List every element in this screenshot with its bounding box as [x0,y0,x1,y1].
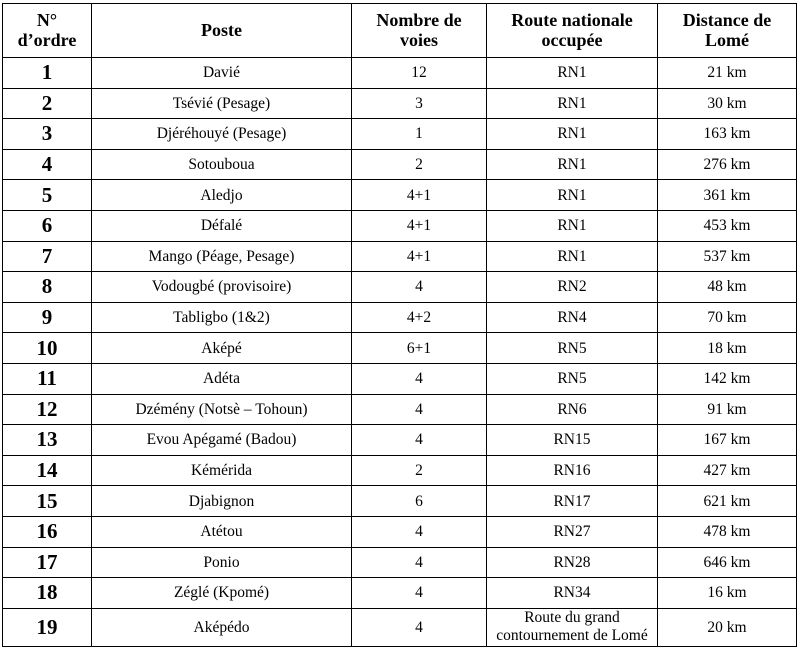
poste-cell: Défalé [92,210,352,241]
order-number-cell: 12 [3,394,92,425]
poste-cell: Mango (Péage, Pesage) [92,241,352,272]
table-row [3,88,797,119]
distance-cell: 21 km [658,58,797,89]
distance-cell: 91 km [658,394,797,425]
distance-cell: 537 km [658,241,797,272]
voies-cell: 4 [352,516,487,547]
route-cell: RN34 [487,578,658,609]
distance-cell: 361 km [658,180,797,211]
table-row [3,486,797,517]
distance-cell: 163 km [658,119,797,150]
distance-cell: 478 km [658,516,797,547]
order-number-cell: 9 [3,302,92,333]
voies-cell: 2 [352,149,487,180]
poste-cell: Aledjo [92,180,352,211]
table-row [3,210,797,241]
poste-cell: Kémérida [92,455,352,486]
poste-cell: Sotouboua [92,149,352,180]
voies-cell: 4 [352,272,487,303]
header-poste: Poste [92,4,352,58]
order-number-cell: 2 [3,88,92,119]
order-number-cell: 7 [3,241,92,272]
voies-cell: 4 [352,608,487,646]
distance-cell: 18 km [658,333,797,364]
distance-cell: 621 km [658,486,797,517]
voies-cell: 4 [352,394,487,425]
distance-cell: 276 km [658,149,797,180]
route-cell: RN5 [487,333,658,364]
poste-cell: Evou Apégamé (Badou) [92,425,352,456]
poste-cell: Vodougbé (provisoire) [92,272,352,303]
route-cell: RN28 [487,547,658,578]
route-cell: RN1 [487,241,658,272]
distance-cell: 453 km [658,210,797,241]
route-cell: RN5 [487,363,658,394]
voies-cell: 4 [352,425,487,456]
route-cell: RN4 [487,302,658,333]
voies-cell: 6+1 [352,333,487,364]
voies-cell: 4+1 [352,241,487,272]
route-line: contournement de Lomé [496,627,648,645]
poste-cell: Aképé [92,333,352,364]
voies-cell: 4 [352,578,487,609]
route-line: Route du grand [524,609,620,627]
table-row [3,180,797,211]
order-number-cell: 6 [3,210,92,241]
voies-cell: 2 [352,455,487,486]
order-number-cell: 3 [3,119,92,150]
voies-cell: 3 [352,88,487,119]
table-row [3,455,797,486]
table-row [3,272,797,303]
route-cell: RN1 [487,58,658,89]
header-route: Route nationale occupée [487,4,658,58]
distance-cell: 142 km [658,363,797,394]
distance-cell: 16 km [658,578,797,609]
poste-cell: Tsévié (Pesage) [92,88,352,119]
order-number-cell: 17 [3,547,92,578]
header-row [3,4,797,58]
table-row [3,608,797,646]
poste-cell: Atétou [92,516,352,547]
poste-cell: Ponio [92,547,352,578]
order-number-cell: 19 [3,608,92,646]
distance-cell: 48 km [658,272,797,303]
voies-cell: 12 [352,58,487,89]
route-cell: RN1 [487,119,658,150]
order-number-cell: 4 [3,149,92,180]
table-row [3,578,797,609]
order-number-cell: 1 [3,58,92,89]
order-number-cell: 13 [3,425,92,456]
voies-cell: 4 [352,547,487,578]
distance-cell: 646 km [658,547,797,578]
poste-cell: Djabignon [92,486,352,517]
table-row [3,547,797,578]
table-row [3,394,797,425]
voies-cell: 4 [352,363,487,394]
header-num: N° d’ordre [3,4,92,58]
table-row [3,58,797,89]
poste-cell: Davié [92,58,352,89]
table-body [3,58,797,647]
route-cell: RN1 [487,149,658,180]
distance-cell: 30 km [658,88,797,119]
order-number-cell: 14 [3,455,92,486]
order-number-cell: 15 [3,486,92,517]
distance-cell: 427 km [658,455,797,486]
route-cell: RN27 [487,516,658,547]
poste-cell: Dzémény (Notsè – Tohoun) [92,394,352,425]
voies-cell: 1 [352,119,487,150]
route-cell: RN1 [487,210,658,241]
poste-cell: Adéta [92,363,352,394]
distance-cell: 70 km [658,302,797,333]
order-number-cell: 16 [3,516,92,547]
table-row [3,241,797,272]
voies-cell: 4+1 [352,180,487,211]
order-number-cell: 18 [3,578,92,609]
table-row [3,302,797,333]
poste-cell: Tabligbo (1&2) [92,302,352,333]
distance-cell: 20 km [658,608,797,646]
poste-cell: Aképédo [92,608,352,646]
header-voies: Nombre de voies [352,4,487,58]
table-row [3,119,797,150]
table-row [3,149,797,180]
poste-cell: Djéréhouyé (Pesage) [92,119,352,150]
voies-cell: 6 [352,486,487,517]
route-cell: RN15 [487,425,658,456]
route-cell: RN1 [487,180,658,211]
route-cell: RN1 [487,88,658,119]
route-cell: RN17 [487,486,658,517]
table-row [3,425,797,456]
table-row [3,516,797,547]
order-number-cell: 11 [3,363,92,394]
voies-cell: 4+1 [352,210,487,241]
table-row [3,363,797,394]
order-number-cell: 10 [3,333,92,364]
poste-cell: Zéglé (Kpomé) [92,578,352,609]
order-number-cell: 5 [3,180,92,211]
route-cell: RN16 [487,455,658,486]
route-cell: RN6 [487,394,658,425]
toll-posts-table [2,3,797,647]
table-row [3,333,797,364]
distance-cell: 167 km [658,425,797,456]
order-number-cell: 8 [3,272,92,303]
route-cell: RN2 [487,272,658,303]
voies-cell: 4+2 [352,302,487,333]
route-cell [487,608,658,646]
header-distance: Distance de Lomé [658,4,797,58]
